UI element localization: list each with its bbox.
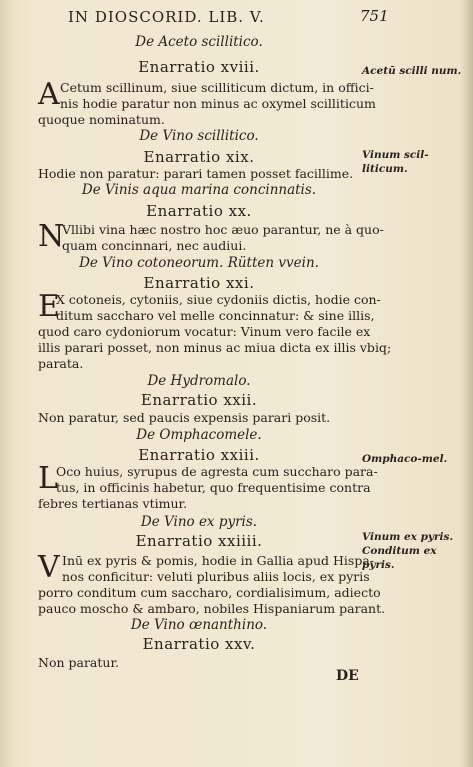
paragraph-line: ditum saccharo vel melle concinnatur: & sine illis, <box>56 308 375 323</box>
drop-cap: E <box>38 289 60 324</box>
running-header: IN DIOSCORID. LIB. V. <box>68 8 265 26</box>
paragraph-line: Hodie non paratur: parari tamen posset facillime. <box>38 166 354 181</box>
section-title: De Aceto scillitico. <box>135 34 263 50</box>
margin-note: Acetū scilli num. <box>362 65 462 77</box>
margin-note: Vinum scil-liticum. <box>362 149 429 175</box>
paragraph-line: X cotoneis, cytoniis, siue cydoniis dictis, hodie con- <box>56 292 381 307</box>
enarratio-heading: Enarratio xix. <box>143 148 255 166</box>
paragraph-line: illis parari posset, non minus ac miua dicta ex illis vbiq; <box>38 340 392 355</box>
paragraph-line: porro conditum cum saccharo, cordialisimum, adiecto <box>38 585 381 600</box>
paragraph-line: quoque nominatum. <box>38 112 165 127</box>
paragraph-line: quod caro cydoniorum vocatur: Vinum vero facile ex <box>38 324 371 339</box>
enarratio-heading: Enarratio xx. <box>146 202 252 220</box>
page-number: 751 <box>360 7 389 25</box>
drop-cap: V <box>38 550 60 585</box>
paragraph-line: Inū ex pyris & pomis, hodie in Gallia apud Hispa- <box>62 553 374 568</box>
paragraph-line: Oco huius, syrupus de agresta cum succharo para- <box>56 464 378 479</box>
section-title: De Vino cotoneorum. Rütten vvein. <box>79 255 319 271</box>
enarratio-heading: Enarratio xxiiii. <box>135 532 263 550</box>
section-title: De Vino scillitico. <box>139 128 259 144</box>
drop-cap: N <box>38 219 65 254</box>
margin-note: Omphaco-mel. <box>362 453 448 465</box>
page-edge-shadow <box>461 0 473 767</box>
enarratio-heading: Enarratio xxi. <box>143 274 255 292</box>
section-title: De Hydromalo. <box>147 373 251 389</box>
enarratio-heading: Enarratio xviii. <box>138 58 260 76</box>
paragraph-line: Non paratur. <box>38 655 120 670</box>
enarratio-heading: Enarratio xxiii. <box>138 446 260 464</box>
paragraph-line: nos conficitur: veluti pluribus aliis locis, ex pyris <box>62 569 370 584</box>
drop-cap: A <box>38 77 60 112</box>
catchword: DE <box>336 668 359 684</box>
paragraph-line: parata. <box>38 356 84 371</box>
paragraph-line: Cetum scillinum, siue scilliticum dictum, in offici- <box>60 80 374 95</box>
margin-note: Vinum ex pyris. Conditum ex pyris. <box>362 531 454 571</box>
paragraph-line: Vllibi vina hæc nostro hoc æuo parantur, ne à quo- <box>62 222 384 237</box>
paragraph-line: nis hodie paratur non minus ac oxymel scilliticum <box>60 96 376 111</box>
enarratio-heading: Enarratio xxii. <box>140 391 258 409</box>
section-title: De Vinis aqua marina concinnatis. <box>81 182 317 198</box>
paragraph-line: febres tertianas vtimur. <box>38 496 188 511</box>
enarratio-heading: Enarratio xxv. <box>142 635 256 653</box>
paragraph-line: tus, in officinis habetur, quo frequentisime contra <box>56 480 371 495</box>
section-title: De Vino ex pyris. <box>140 514 258 530</box>
drop-cap: L <box>38 461 58 496</box>
paragraph-line: Non paratur, sed paucis expensis parari posit. <box>38 410 331 425</box>
section-title: De Omphacomele. <box>136 427 262 443</box>
section-title: De Vino œnanthino. <box>130 617 268 633</box>
paragraph-line: pauco moscho & ambaro, nobiles Hispaniarum parant. <box>38 601 386 616</box>
paragraph-line: quam concinnari, nec audiui. <box>62 238 247 253</box>
